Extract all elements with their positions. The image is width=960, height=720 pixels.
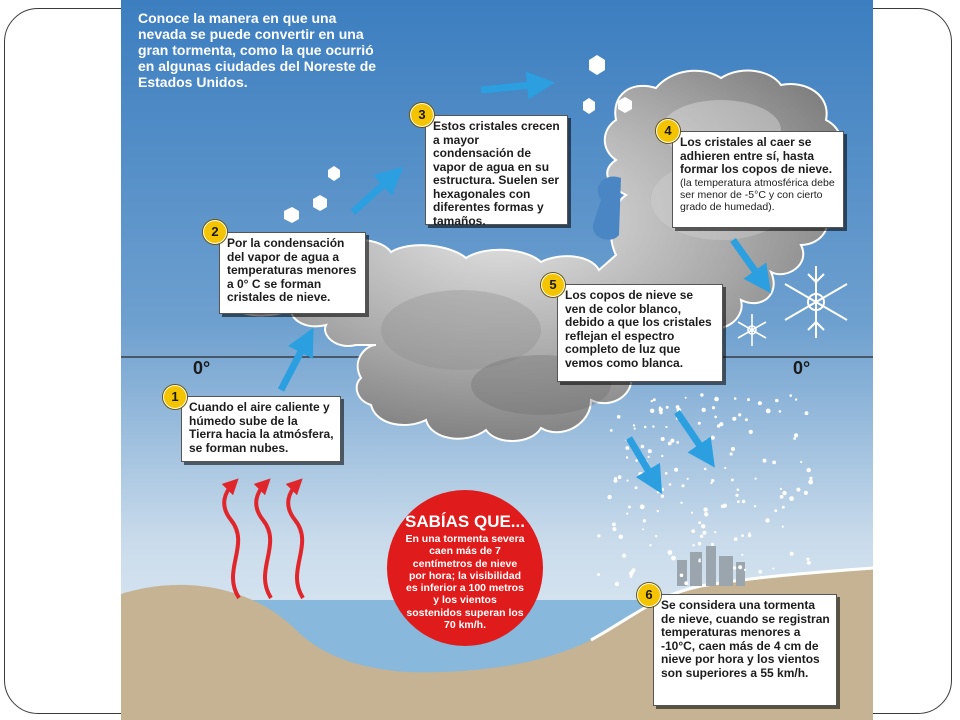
step-6-box (653, 594, 837, 706)
step-4-text: Los cristales al caer se adhieren entre sí, hasta formar los copos de nieve. (680, 135, 833, 176)
sabias-que-text: En una tormenta severa caen más de 7 centímetros de nieve por hora; la visibilidad es inferior a 100 metros y los vientos sostenidos superan los 70 km/h. (405, 533, 525, 632)
step-1-text: Cuando el aire caliente y húmedo sube de la Tierra hacia la atmósfera, se forman nubes. (189, 400, 334, 455)
step-2-box (219, 232, 366, 314)
step-4-badge: 4 (656, 119, 680, 143)
step-6-text: Se considera una tormenta de nieve, cuando se registran temperaturas menores a -10°C, caen más de 4 cm de nieve por hora y los vientos son superiores a 55 km/h. (661, 598, 830, 680)
zero-degree-label-left: 0° (193, 358, 211, 378)
step-3-text: Estos cristales crecen a mayor condensación de vapor de agua en su estructura. Suelen ser hexagonales con diferentes formas y tamaños. (433, 119, 560, 228)
step-5-text: Los copos de nieve se ven de color blanco, debido a que los cristales reflejan el espectro completo de luz que vemos como blanca. (565, 288, 712, 370)
step-5-badge: 5 (541, 273, 565, 297)
step-4-box (672, 131, 844, 228)
step-2-text: Por la condensación del vapor de agua a temperaturas menores a 0° C se forman cristales de nieve. (227, 236, 357, 304)
step-6-badge: 6 (637, 583, 661, 607)
step-1-badge: 1 (163, 385, 187, 409)
step-5-box (557, 284, 723, 382)
intro-text: Conoce la manera en que una nevada se puede convertir en una gran tormenta, como la que ocurrió en algunas ciudades del Noreste de Estados Unidos. (138, 10, 377, 90)
step-1-box (181, 396, 341, 462)
snowstorm-infographic (121, 0, 873, 720)
zero-degree-label-right: 0° (793, 358, 811, 378)
step-4-note: (la temperatura atmosférica debe ser menor de -5°C y con cierto grado de humedad). (680, 176, 835, 213)
sabias-que-title: SABÍAS QUE... (405, 512, 525, 531)
step-2-badge: 2 (203, 220, 227, 244)
step-3-box (425, 115, 568, 228)
step-3-badge: 3 (410, 103, 434, 127)
